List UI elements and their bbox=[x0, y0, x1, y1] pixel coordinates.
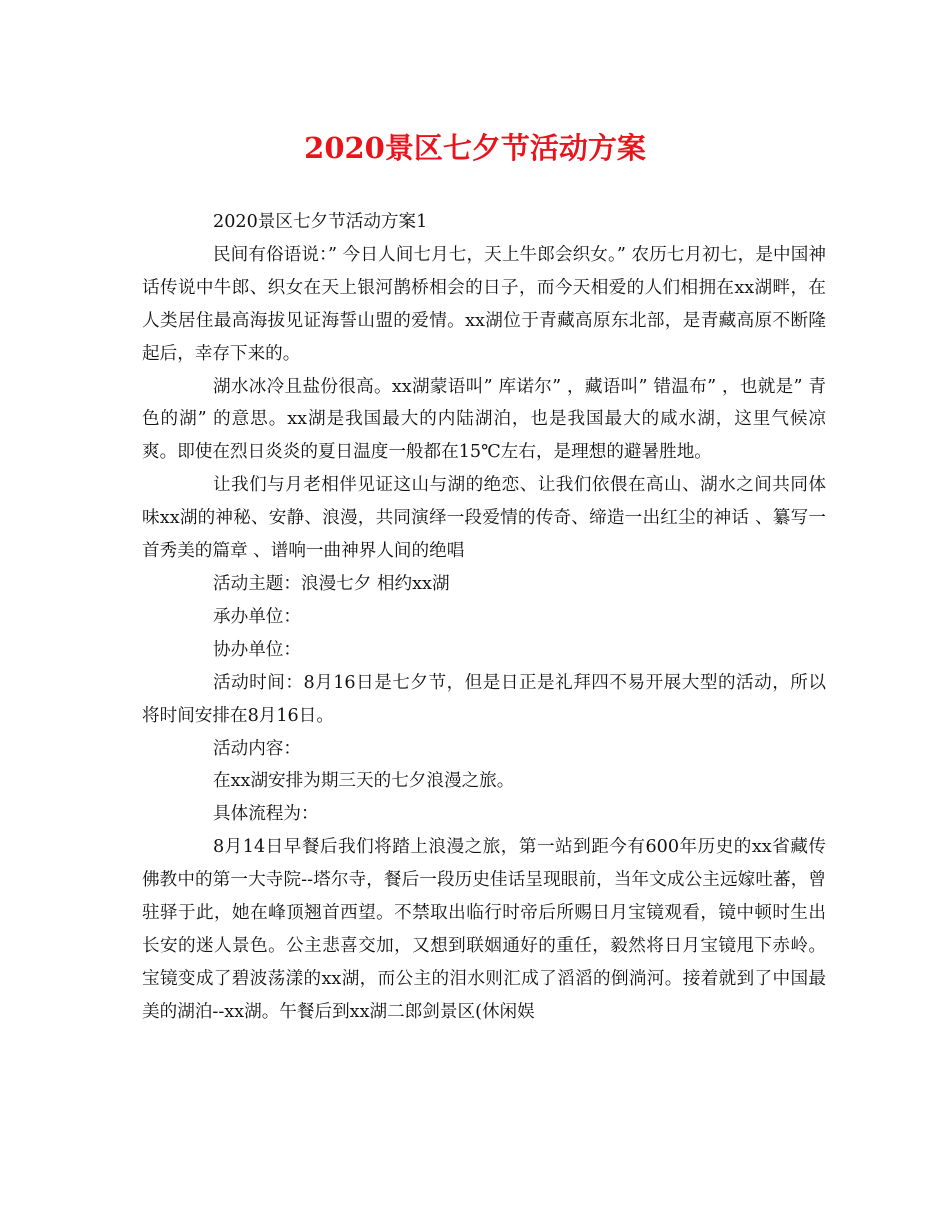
paragraph-time: 活动时间：8月16日是七夕节，但是日正是礼拜四不易开展大型的活动，所以将时间安排在8月16日。 bbox=[142, 672, 826, 726]
paragraph-invitation: 让我们与月老相伴见证这山与湖的绝恋、让我们依偎在高山、湖水之间共同体味xx湖的神秘、安静、浪漫，共同演绎一段爱情的传奇、缔造一出红尘的神话 、纂写一首秀美的篇章 、谱响一曲神界人间的绝唱 bbox=[142, 475, 826, 562]
paragraph-organizer: 承办单位： bbox=[213, 606, 301, 627]
paragraph-content: 在xx湖安排为期三天的七夕浪漫之旅。 bbox=[213, 771, 515, 792]
paragraph-co-organizer: 协办单位： bbox=[213, 639, 301, 660]
paragraph-subtitle: 2020景区七夕节活动方案1 bbox=[213, 212, 428, 232]
paragraph-process-heading: 具体流程为： bbox=[213, 804, 319, 825]
paragraph-lake: 湖水冰冷且盐份很高。xx湖蒙语叫” 库诺尔” ，藏语叫” 错温布” ，也就是” 青色的湖” 的意思。xx湖是我国最大的内陆湖泊，也是我国最大的咸水湖，这里气候凉爽。即使在烈日炎炎的夏日温度一般都在15℃左右，是理想的避暑胜地。 bbox=[142, 376, 826, 463]
paragraph-content-heading: 活动内容： bbox=[213, 738, 301, 759]
paragraph-theme: 活动主题：浪漫七夕 相约xx湖 bbox=[213, 573, 450, 594]
paragraph-intro: 民间有俗语说：” 今日人间七月七，天上牛郎会织女。” 农历七月初七，是中国神话传说中牛郎、织女在天上银河鹊桥相会的日子，而今天相爱的人们相拥在xx湖畔，在人类居住最高海拔见证海誓山盟的爱情。xx湖位于青藏高原东北部，是青藏高原不断隆起后，幸存下来的。 bbox=[142, 244, 826, 364]
paragraph-process: 8月14日早餐后我们将踏上浪漫之旅，第一站到距今有600年历史的xx省藏传佛教中的第一大寺院--塔尔寺，餐后一段历史佳话呈现眼前，当年文成公主远嫁吐蕃，曾驻驿于此，她在峰顶翘首西望。不禁取出临行时帝后所赐日月宝镜观看，镜中顿时生出长安的迷人景色。公主悲喜交加，又想到联姻通好的重任，毅然将日月宝镜甩下赤岭。宝镜变成了碧波荡漾的xx湖，而公主的泪水则汇成了滔滔的倒淌河。接着就到了中国最美的湖泊--xx湖。午餐后到xx湖二郎剑景区(休闲娱 bbox=[142, 837, 826, 1022]
document-body bbox=[142, 206, 826, 1029]
document-title: 2020景区七夕节活动方案 bbox=[304, 131, 646, 165]
